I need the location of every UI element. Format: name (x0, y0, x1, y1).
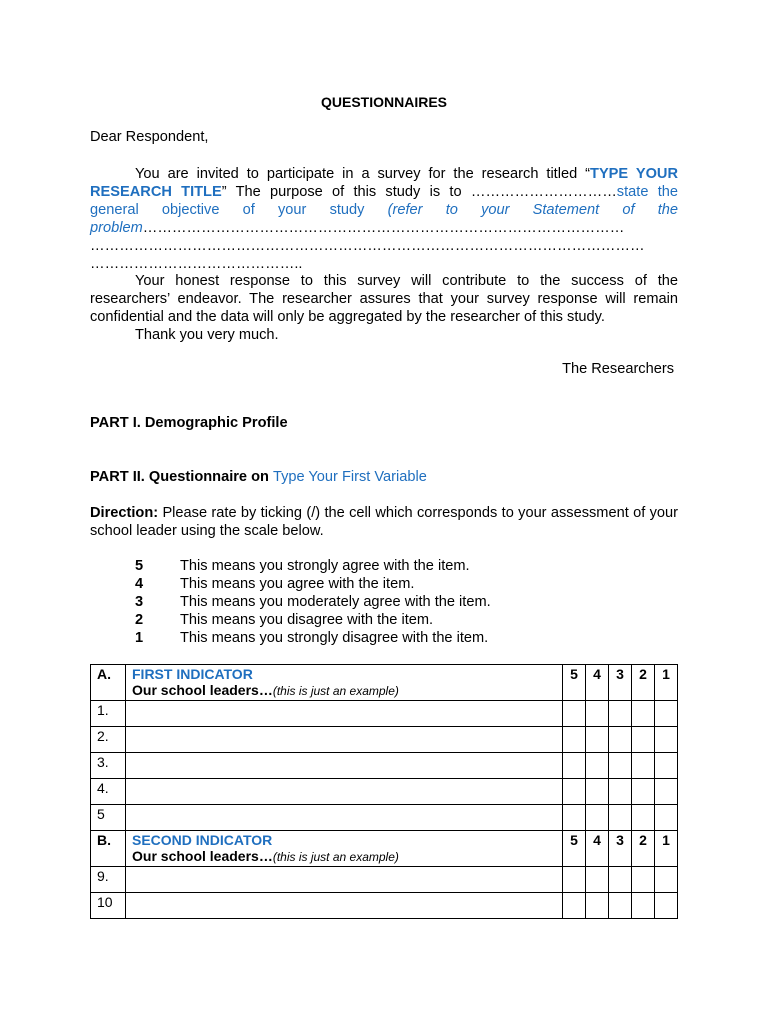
part2-heading (90, 469, 427, 485)
rating-cell-5[interactable] (563, 753, 586, 779)
item-number: 10 (91, 893, 126, 919)
page-title: QUESTIONNAIRES (320, 94, 447, 110)
rating-cell-5[interactable] (563, 893, 586, 919)
item-text-cell[interactable] (126, 805, 563, 831)
rating-cell-2[interactable] (632, 779, 655, 805)
rating-cell-2[interactable] (632, 701, 655, 727)
intro-dots-1: ……………………………………………………………………………………… (142, 220, 625, 236)
scale-value: 2 (135, 612, 144, 628)
intro-dots-2: …………………………………………………………………………………………………… (90, 238, 645, 254)
indicator-stem: Our school leaders… (132, 682, 273, 698)
section-header-row (91, 665, 678, 701)
item-number: 1. (91, 701, 126, 727)
scale-item (135, 611, 433, 629)
scale-header-2: 2 (632, 665, 655, 701)
rating-cell-2[interactable] (632, 727, 655, 753)
item-text-cell[interactable] (126, 867, 563, 893)
section-letter: A. (91, 665, 126, 701)
section-header-row (91, 831, 678, 867)
rating-cell-1[interactable] (655, 779, 678, 805)
rating-cell-4[interactable] (586, 867, 609, 893)
intro-text-a: You are invited to participate in a survey for the research titled “ (135, 166, 591, 182)
rating-cell-5[interactable] (563, 779, 586, 805)
research-title-placeholder: TYPE YOUR RESEARCH TITLE (90, 166, 678, 200)
scale-description: This means you agree with the item. (180, 576, 415, 592)
table-row (91, 893, 678, 919)
table-row (91, 753, 678, 779)
rating-cell-1[interactable] (655, 805, 678, 831)
scale-description: This means you moderately agree with the item. (180, 594, 491, 610)
honest-response-paragraph (90, 272, 678, 326)
variable-placeholder: Type Your First Variable (272, 469, 427, 485)
direction-text: Please rate by ticking (/) the cell which corresponds to your assessment of your school leader using the scale below. (90, 505, 678, 539)
signature: The Researchers (562, 361, 674, 377)
item-text-cell[interactable] (126, 779, 563, 805)
direction-label: Direction: (90, 505, 159, 521)
indicator-stem-line (132, 682, 556, 698)
rating-cell-4[interactable] (586, 893, 609, 919)
rating-cell-4[interactable] (586, 701, 609, 727)
rating-cell-2[interactable] (632, 867, 655, 893)
rating-cell-5[interactable] (563, 805, 586, 831)
rating-cell-2[interactable] (632, 893, 655, 919)
part1-heading: PART I. Demographic Profile (90, 415, 288, 431)
example-note: (this is just an example) (272, 684, 399, 698)
example-note: (this is just an example) (272, 850, 399, 864)
rating-cell-4[interactable] (586, 805, 609, 831)
rating-cell-4[interactable] (586, 779, 609, 805)
table-row (91, 727, 678, 753)
scale-value: 4 (135, 576, 144, 592)
scale-header-2: 2 (632, 831, 655, 867)
rating-cell-3[interactable] (609, 779, 632, 805)
item-number: 4. (91, 779, 126, 805)
item-text-cell[interactable] (126, 893, 563, 919)
rating-cell-2[interactable] (632, 753, 655, 779)
rating-cell-3[interactable] (609, 753, 632, 779)
rating-cell-3[interactable] (609, 805, 632, 831)
rating-cell-5[interactable] (563, 701, 586, 727)
scale-description: This means you strongly agree with the item. (180, 558, 470, 574)
rating-cell-1[interactable] (655, 727, 678, 753)
table-row (91, 701, 678, 727)
rating-cell-5[interactable] (563, 867, 586, 893)
scale-item (135, 629, 488, 647)
objective-placeholder: state the general objective of your study (90, 184, 678, 218)
indicator-title: FIRST INDICATOR (132, 666, 253, 682)
refer-note: (refer to your Statement of the problem (90, 202, 678, 236)
rating-cell-4[interactable] (586, 727, 609, 753)
table-row (91, 805, 678, 831)
scale-item (135, 575, 414, 593)
scale-header-4: 4 (586, 665, 609, 701)
scale-description: This means you disagree with the item. (180, 612, 434, 628)
indicator-stem-line (132, 848, 556, 864)
part2-label: PART II. Questionnaire on (90, 469, 273, 485)
section-indicator-cell (126, 665, 563, 701)
intro-text-b: ” The purpose of this study is to ………………………… (221, 184, 617, 200)
scale-header-3: 3 (609, 831, 632, 867)
scale-value: 5 (135, 558, 144, 574)
item-text-cell[interactable] (126, 701, 563, 727)
item-number: 5 (91, 805, 126, 831)
rating-cell-5[interactable] (563, 727, 586, 753)
rating-cell-1[interactable] (655, 867, 678, 893)
indicator-stem: Our school leaders… (132, 848, 273, 864)
scale-description: This means you strongly disagree with the item. (180, 630, 489, 646)
scale-header-1: 1 (655, 831, 678, 867)
item-number: 3. (91, 753, 126, 779)
section-letter: B. (91, 831, 126, 867)
rating-cell-1[interactable] (655, 701, 678, 727)
scale-header-4: 4 (586, 831, 609, 867)
thanks-paragraph (90, 326, 678, 344)
item-number: 9. (91, 867, 126, 893)
rating-cell-3[interactable] (609, 701, 632, 727)
indicator-title: SECOND INDICATOR (132, 832, 273, 848)
thanks-text: Thank you very much. (135, 327, 279, 343)
intro-paragraph (90, 165, 678, 237)
salutation: Dear Respondent, (90, 129, 209, 145)
rating-cell-3[interactable] (609, 727, 632, 753)
scale-value: 3 (135, 594, 144, 610)
rating-cell-4[interactable] (586, 753, 609, 779)
rating-cell-1[interactable] (655, 893, 678, 919)
rating-table (90, 664, 678, 919)
item-number: 2. (91, 727, 126, 753)
direction-paragraph (90, 504, 678, 540)
intro-dots-3: …………………………………….. (90, 256, 303, 272)
rating-cell-2[interactable] (632, 805, 655, 831)
rating-cell-1[interactable] (655, 753, 678, 779)
section-indicator-cell (126, 831, 563, 867)
item-text-cell[interactable] (126, 753, 563, 779)
honest-response-text: Your honest response to this survey will contribute to the success of the researchers’ endeavor. The researcher assures that your survey response will remain confidential and the data will only be aggregated by the researcher of this study. (90, 273, 678, 325)
rating-cell-3[interactable] (609, 867, 632, 893)
scale-header-5: 5 (563, 665, 586, 701)
rating-cell-3[interactable] (609, 893, 632, 919)
item-text-cell[interactable] (126, 727, 563, 753)
table-row (91, 779, 678, 805)
scale-header-3: 3 (609, 665, 632, 701)
scale-value: 1 (135, 630, 144, 646)
table-row (91, 867, 678, 893)
scale-item (135, 557, 470, 575)
scale-header-1: 1 (655, 665, 678, 701)
scale-header-5: 5 (563, 831, 586, 867)
scale-item (135, 593, 491, 611)
